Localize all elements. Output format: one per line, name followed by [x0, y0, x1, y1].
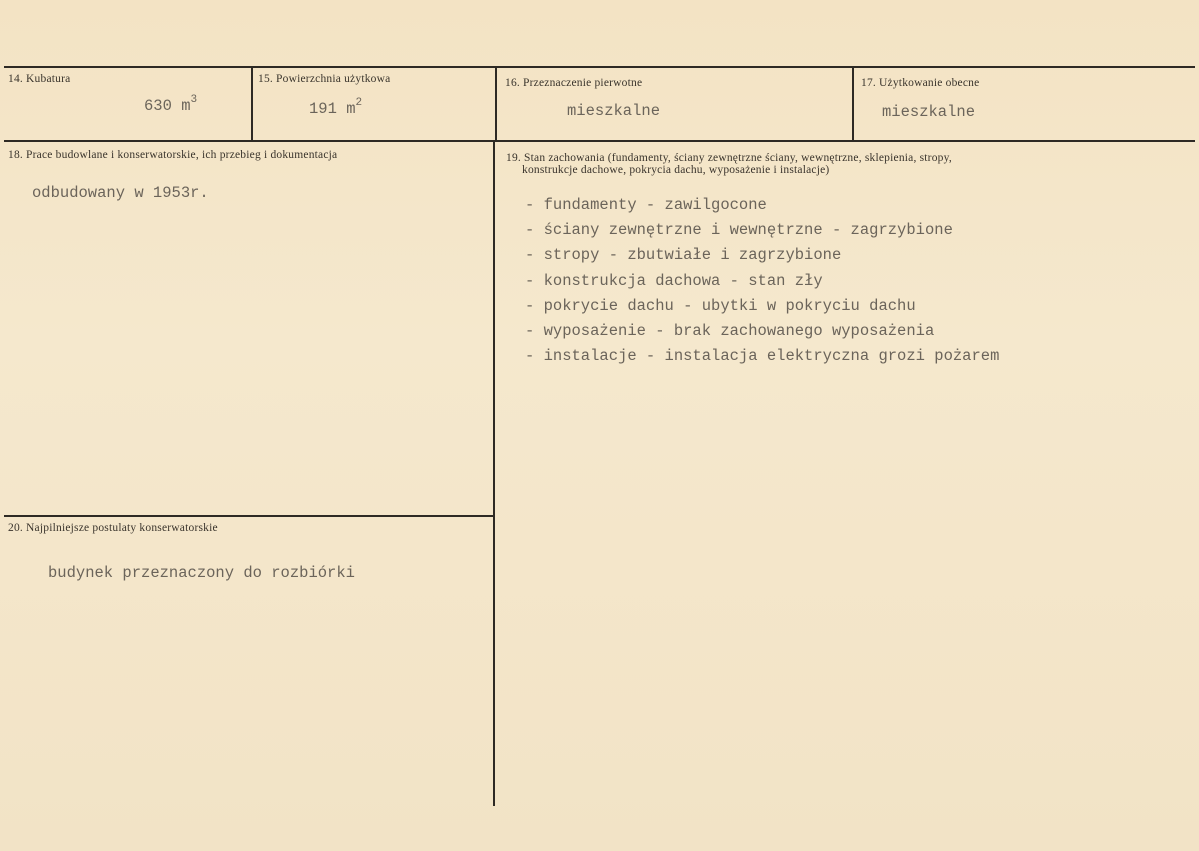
- row1-bottom-rule: [4, 140, 1195, 142]
- divider-14-15: [251, 67, 253, 141]
- area-unit-exponent: 2: [355, 97, 363, 109]
- condition-item: - instalacje - instalacja elektryczna grozi pożarem: [525, 347, 1000, 366]
- top-rule: [4, 66, 1195, 68]
- field-18-label: 18. Prace budowlane i konserwatorskie, ich przebieg i dokumentacja: [8, 149, 338, 161]
- volume-value: 630 m: [144, 97, 191, 116]
- condition-item: - pokrycie dachu - ubytki w pokryciu dachu: [525, 296, 916, 315]
- condition-item: - stropy - zbutwiałe i zagrzybione: [525, 246, 842, 265]
- divider-15-16: [495, 67, 497, 141]
- field-20-label: 20. Najpilniejsze postulaty konserwatorskie: [8, 522, 218, 534]
- field-16-label: 16. Przeznaczenie pierwotne: [505, 77, 643, 89]
- condition-list: [525, 193, 999, 369]
- field-14-label: 14. Kubatura: [8, 73, 71, 85]
- field-16-value: mieszkalne: [567, 102, 661, 120]
- field-19-label-line1: 19. Stan zachowania (fundamenty, ściany zewnętrzne ściany, wewnętrzne, sklepienia, stropy,: [506, 152, 952, 164]
- field-19-label-line2: konstrukcje dachowe, pokrycia dachu, wyposażenie i instalacje): [522, 164, 830, 176]
- volume-unit-exponent: 3: [190, 94, 198, 106]
- condition-item: - fundamenty - zawilgocone: [525, 196, 767, 214]
- condition-item: - konstrukcja dachowa - stan zły: [525, 271, 823, 290]
- divider-16-17: [852, 67, 854, 141]
- field-20-value: budynek przeznaczony do rozbiórki: [48, 564, 355, 582]
- condition-item: - ściany zewnętrzne i wewnętrzne - zagrzybione: [525, 221, 953, 240]
- divider-18-20: [4, 515, 494, 517]
- area-value: 191 m: [309, 100, 356, 119]
- field-17-label: 17. Użytkowanie obecne: [861, 77, 980, 89]
- field-17-value: mieszkalne: [882, 103, 976, 121]
- field-18-value: odbudowany w 1953r.: [32, 184, 209, 202]
- field-15-value: [309, 99, 362, 118]
- divider-left-right: [493, 141, 495, 806]
- field-14-value: [144, 96, 197, 115]
- condition-item: - wyposażenie - brak zachowanego wyposażenia: [525, 321, 935, 340]
- field-15-label: 15. Powierzchnia użytkowa: [258, 73, 391, 85]
